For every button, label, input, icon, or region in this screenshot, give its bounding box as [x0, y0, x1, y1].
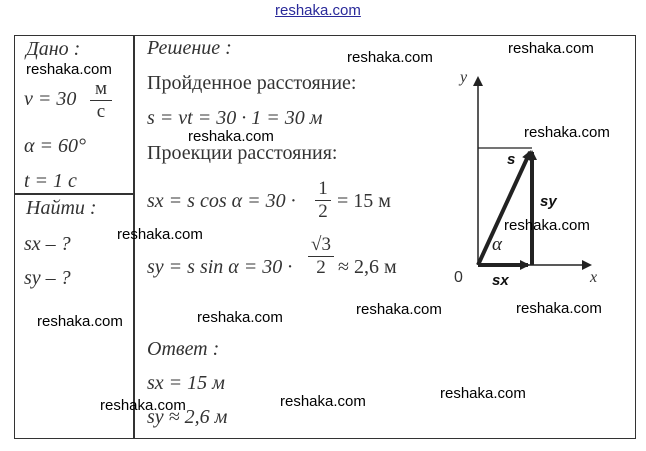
- watermark: reshaka.com: [516, 300, 602, 317]
- distance-label: Пройденное расстояние:: [147, 72, 357, 94]
- velocity-unit: [90, 78, 112, 123]
- given-title: Дано :: [26, 38, 81, 60]
- answer-sy: sy ≈ 2,6 м: [147, 406, 228, 428]
- watermark: reshaka.com: [524, 124, 610, 141]
- find-sx: sx – ?: [24, 233, 71, 255]
- watermark: reshaka.com: [356, 301, 442, 318]
- sx-formula-lhs: sx = s cos α = 30 ·: [147, 190, 296, 212]
- sy-formula-rhs: ≈ 2,6 м: [338, 256, 397, 278]
- axis-x-label: x: [590, 269, 598, 286]
- velocity-unit-denominator: с: [96, 101, 106, 122]
- given-find-divider: [14, 193, 134, 195]
- angle-alpha-label: α: [492, 234, 502, 255]
- watermark: reshaka.com: [197, 309, 283, 326]
- watermark: reshaka.com: [504, 217, 590, 234]
- sx-formula-rhs: = 15 м: [337, 190, 391, 212]
- velocity-unit-numerator: м: [94, 78, 108, 99]
- watermark: reshaka.com: [440, 385, 526, 402]
- vector-s-arrow: [478, 152, 530, 265]
- vector-sx-label: sx: [492, 272, 509, 289]
- answer-title: Ответ :: [147, 338, 220, 360]
- sy-fraction-denominator: 2: [316, 257, 326, 278]
- site-header-link[interactable]: reshaka.com: [275, 2, 361, 19]
- solution-title: Решение :: [147, 37, 232, 59]
- watermark: reshaka.com: [100, 397, 186, 414]
- answer-sx: sx = 15 м: [147, 372, 225, 394]
- find-sy: sy – ?: [24, 267, 71, 289]
- watermark: reshaka.com: [280, 393, 366, 410]
- given-time: t = 1 с: [24, 170, 77, 192]
- sx-fraction: [315, 178, 331, 223]
- sy-fraction-numerator: √3: [311, 234, 331, 255]
- vector-diagram: [440, 60, 610, 295]
- vector-s-label: s: [507, 151, 516, 168]
- sy-formula-lhs: sy = s sin α = 30 ·: [147, 256, 293, 278]
- given-velocity: v = 30: [24, 88, 77, 110]
- watermark: reshaka.com: [37, 313, 123, 330]
- distance-formula: s = vt = 30 · 1 = 30 м: [147, 107, 323, 129]
- given-angle: α = 60°: [24, 135, 86, 157]
- vector-sy-label: sy: [540, 193, 557, 210]
- find-title: Найти :: [26, 197, 97, 219]
- origin-label: 0: [454, 269, 463, 286]
- watermark: reshaka.com: [508, 40, 594, 57]
- watermark: reshaka.com: [117, 226, 203, 243]
- sx-fraction-denominator: 2: [318, 201, 328, 222]
- projections-label: Проекции расстояния:: [147, 142, 338, 164]
- watermark: reshaka.com: [188, 128, 274, 145]
- sy-fraction: [308, 234, 334, 279]
- axis-y-label: y: [460, 69, 468, 86]
- sx-fraction-numerator: 1: [318, 178, 328, 199]
- watermark: reshaka.com: [26, 61, 112, 78]
- watermark: reshaka.com: [347, 49, 433, 66]
